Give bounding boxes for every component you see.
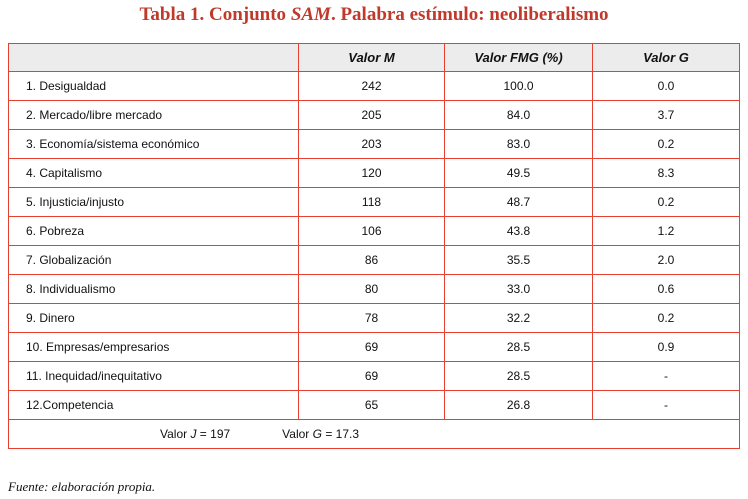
row-label: 2. Mercado/libre mercado [9,101,299,130]
row-label: 3. Economía/sistema económico [9,130,299,159]
header-valor-g: Valor G [593,44,740,72]
row-label: 12.Competencia [9,391,299,420]
footer-cell [9,420,740,449]
row-valor-fmg: 28.5 [445,362,593,391]
row-label: 11. Inequidad/inequitativo [9,362,299,391]
source-note: Fuente: elaboración propia. [8,479,156,494]
table-row [9,362,740,391]
row-valor-m: 69 [299,362,445,391]
table-row [9,72,740,101]
row-valor-g: - [593,391,740,420]
footer-valor-g [282,427,359,441]
row-valor-g: 2.0 [593,246,740,275]
row-valor-g: 0.2 [593,130,740,159]
table-row [9,188,740,217]
table-title [0,4,748,26]
row-valor-m: 69 [299,333,445,362]
row-valor-g: - [593,362,740,391]
row-label: 10. Empresas/empresarios [9,333,299,362]
table-row [9,304,740,333]
table-row [9,246,740,275]
row-label: 8. Individualismo [9,275,299,304]
row-label: 4. Capitalismo [9,159,299,188]
footer-g-label: Valor [282,427,313,441]
row-valor-m: 78 [299,304,445,333]
row-valor-m: 106 [299,217,445,246]
header-valor-m: Valor M [299,44,445,72]
table-row [9,130,740,159]
row-valor-fmg: 49.5 [445,159,593,188]
footer-row [9,420,740,449]
header-valor-fmg: Valor FMG (%) [445,44,593,72]
footer-j-label: Valor [160,427,191,441]
footer-valor-j [160,427,230,441]
footer-j-var: J [190,427,197,441]
row-valor-fmg: 100.0 [445,72,593,101]
title-italic: SAM [290,4,331,25]
row-label: 1. Desigualdad [9,72,299,101]
row-valor-g: 0.2 [593,304,740,333]
results-table [8,43,740,449]
table-row [9,275,740,304]
row-valor-fmg: 28.5 [445,333,593,362]
table-body [9,72,740,449]
row-label: 9. Dinero [9,304,299,333]
row-label: 7. Globalización [9,246,299,275]
row-valor-fmg: 26.8 [445,391,593,420]
row-valor-m: 65 [299,391,445,420]
table-row [9,391,740,420]
header-row [9,44,740,72]
row-valor-m: 203 [299,130,445,159]
row-valor-g: 1.2 [593,217,740,246]
table-row [9,101,740,130]
row-valor-m: 120 [299,159,445,188]
row-label: 6. Pobreza [9,217,299,246]
row-valor-m: 80 [299,275,445,304]
header-blank [9,44,299,72]
row-valor-g: 0.9 [593,333,740,362]
row-valor-fmg: 84.0 [445,101,593,130]
row-valor-fmg: 48.7 [445,188,593,217]
row-valor-m: 242 [299,72,445,101]
row-valor-fmg: 43.8 [445,217,593,246]
footer-g-value: = 17.3 [321,427,360,441]
row-valor-m: 118 [299,188,445,217]
row-valor-g: 0.0 [593,72,740,101]
row-valor-fmg: 35.5 [445,246,593,275]
row-valor-g: 0.2 [593,188,740,217]
title-suffix: . Palabra estímulo: neoliberalismo [330,4,609,25]
row-valor-g: 3.7 [593,101,740,130]
row-valor-fmg: 33.0 [445,275,593,304]
row-label: 5. Injusticia/injusto [9,188,299,217]
row-valor-fmg: 32.2 [445,304,593,333]
table-row [9,333,740,362]
footer-j-value: = 197 [196,427,231,441]
row-valor-fmg: 83.0 [445,130,593,159]
table-row [9,159,740,188]
row-valor-m: 205 [299,101,445,130]
footer-g-var: G [312,427,322,441]
title-prefix: Tabla 1. Conjunto [139,4,291,25]
table-row [9,217,740,246]
row-valor-m: 86 [299,246,445,275]
row-valor-g: 8.3 [593,159,740,188]
row-valor-g: 0.6 [593,275,740,304]
